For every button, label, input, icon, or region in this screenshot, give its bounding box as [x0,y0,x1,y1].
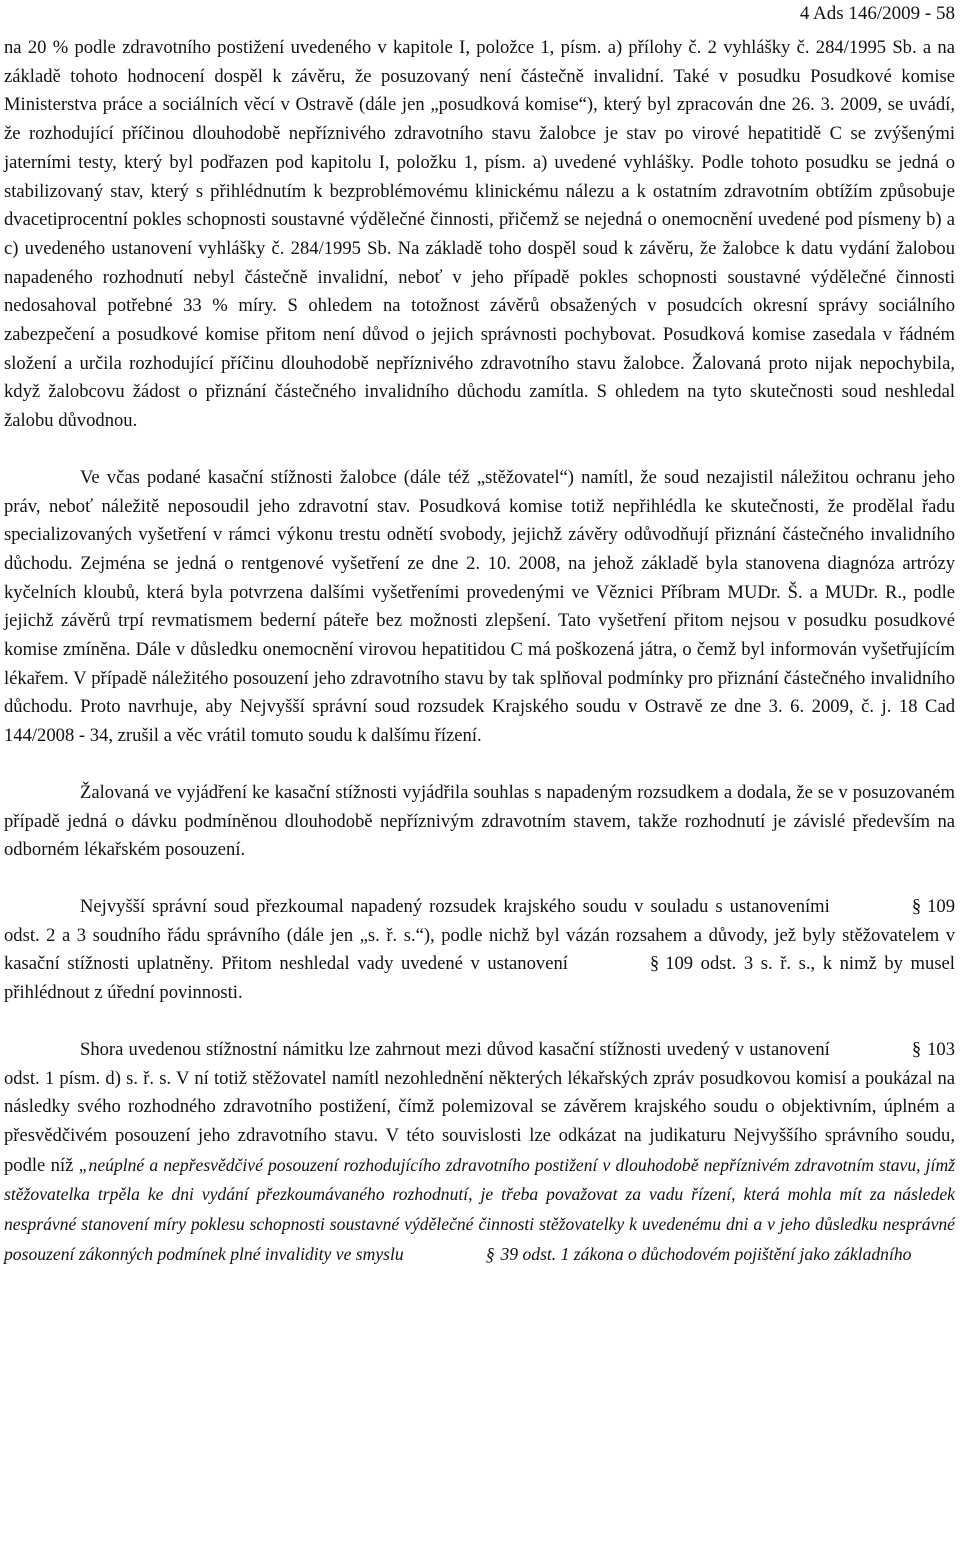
paragraph-court-reasoning: na 20 % podle zdravotního postižení uvedeného v kapitole I, položce 1, písm. a) přílohy č. 2 vyhlášky č. 284/1995 Sb. a na základě tohoto hodnocení dospěl k závěru, že posuzovaný není částečně invalidní. Také v posudku Posudkové komise Ministerstva práce a sociálních věcí v Ostravě (dále jen „posudková komise“), který byl zpracován dne 26. 3. 2009, se uvádí, že rozhodující příčinou dlouhodobě nepříznivého zdravotního stavu žalobce je stav po virové hepatitidě C se zvýšenými jaterními testy, který byl podřazen pod kapitolu I, položku 1, písm. a) uvedené vyhlášky. Podle tohoto posudku se jedná o stabilizovaný stav, který s přihlédnutím k bezproblémovému klinickému nálezu a k ostatním zdravotním obtížím způsobuje dvacetiprocentní pokles schopnosti soustavné výdělečné činnosti, přičemž se nejedná o onemocnění uvedené pod písmeny b) a c) uvedeného ustanovení vyhlášky č. 284/1995 Sb. Na základě toho dospěl soud k závěru, že žalobce k datu vydání žalobou napadeného rozhodnutí nebyl částečně invalidní, neboť v jeho případě pokles schopnosti soustavné výdělečné činnosti nedosahoval potřebné 33 % míry. S ohledem na totožnost závěrů obsažených v posudcích okresní správy sociálního zabezpečení a posudkové komise přitom není důvod o jejich správnosti pochybovat. Posudková komise zasedala v řádném složení a určila rozhodující příčinu dlouhodobě nepříznivého zdravotního stavu žalobce. Žalovaná proto nijak nepochybila, když žalobcovu žádost o přiznání částečného invalidního důchodu zamítla. S ohledem na tyto skutečnosti soud neshledal žalobu důvodnou. [4,37,955,432]
section-sign: § [911,895,922,917]
section-sign: § [485,1243,495,1264]
case-number-header: 4 Ads 146/2009 - 58 [799,3,955,24]
case-law-quote: „neúplné a nepřesvědčivé posouzení rozhodujícího zdravotního postižení v dlouhodobě nepříznivém zdravotním stavu, jímž stěžovatelka trpěla ke dni vydání přezkoumávaného rozhodnutí, je třeba považovat za vadu řízení, která mohla mít za následek nesprávné stanovení míry poklesu schopnosti soustavné výdělečné činnosti stěžovatelky k uvedenému dni a v jeho důsledku nesprávné posouzení zákonných podmínek plné invalidity ve smyslu [4,1154,955,1264]
paragraph-defendant-statement: Žalovaná ve vyjádření ke kasační stížnosti vyjádřila souhlas s napadeným rozsudkem a dodala, že se v posuzovaném případě jedná o dávku podmíněnou dlouhodobě nepříznivým zdravotním stavem, takže rozhodnutí je závislé především na odborném lékařském posouzení. [4,781,955,861]
paragraph-gap [4,865,955,893]
case-law-quote-end: 39 odst. 1 zákona o důchodovém pojištění jako základního [500,1243,912,1264]
paragraph-complaint-ground [4,1036,955,1270]
paragraph-gap [4,751,955,779]
section-sign: § [911,1038,922,1060]
paragraph-cassation-complaint: Ve včas podané kasační stížnosti žalobce (dále též „stěžovatel“) namítl, že soud nezajistil náležitou ochranu jeho práv, neboť náležitě neposoudil jeho zdravotní stav. Posudková komise totiž nepřihlédla ke skutečnosti, že prodělal řadu specializovaných vyšetření v rámci výkonu trestu odnětí svobody, jejichž závěry odůvodňují přiznání částečného invalidního důchodu. Zejména se jedná o rentgenové vyšetření ze dne 2. 10. 2008, na jehož základě byla stanovena diagnóza artrózy kyčelních kloubů, která byla potvrzena dalšími vyšetřeními provedenými ve Věznici Příbram MUDr. Š. a MUDr. R., podle jejichž závěrů trpí revmatismem bederní páteře bez možnosti zlepšení. Tato vyšetření přitom nejsou v posudku posudkové komise zmíněna. Dále v důsledku onemocnění virovou hepatitidou C má poškozená játra, o čemž byl informován vyšetřujícím lékařem. V případě náležitého posouzení jeho zdravotního stavu by tak splňoval podmínky pro přiznání částečného invalidního důchodu. Proto navrhuje, aby Nejvyšší správní soud rozsudek Krajského soudu v Ostravě ze dne 3. 6. 2009, č. j. 18 Cad 144/2008 - 34, zrušil a věc vrátil tomuto soudu k dalšímu řízení. [4,466,955,747]
review-text-middle: 109 odst. 2 a 3 soudního řádu správního (dále jen „s. ř. s.“), podle nichž byl vázán rozsahem a důvody, jež byly stěžovatelem v kasační stížnosti uplatněny. Přitom neshledal vady uvedené v ustanovení [4,895,955,975]
paragraph-supreme-court-review [4,893,955,1008]
section-sign: § [649,953,660,975]
review-text-end: 109 odst. 3 s. ř. s., k nimž by musel přihlédnout z úřední povinnosti. [4,953,955,1004]
paragraph-gap [4,436,955,464]
review-text-start: Nejvyšší správní soud přezkoumal napadený rozsudek krajského soudu v souladu s ustanoveními [80,895,830,917]
ground-text-middle: 103 odst. 1 písm. d) s. ř. s. V ní totiž stěžovatel namítl nezohlednění některých lékařských zpráv posudkovou komisí a poukázal na následky svého rozhodného zdravotního postižení, čímž polemizoval se závěrem krajského soudu o objektivním, úplném a přesvědčivém posouzení jeho zdravotního stavu. V této souvislosti lze odkázat na judikaturu Nejvyššího správního soudu, podle níž [4,1038,955,1176]
ground-text-start: Shora uvedenou stížnostní námitku lze zahrnout mezi důvod kasační stížnosti uvedený v ustanovení [80,1038,830,1060]
paragraph-gap [4,1008,955,1036]
document-body [4,34,955,1269]
